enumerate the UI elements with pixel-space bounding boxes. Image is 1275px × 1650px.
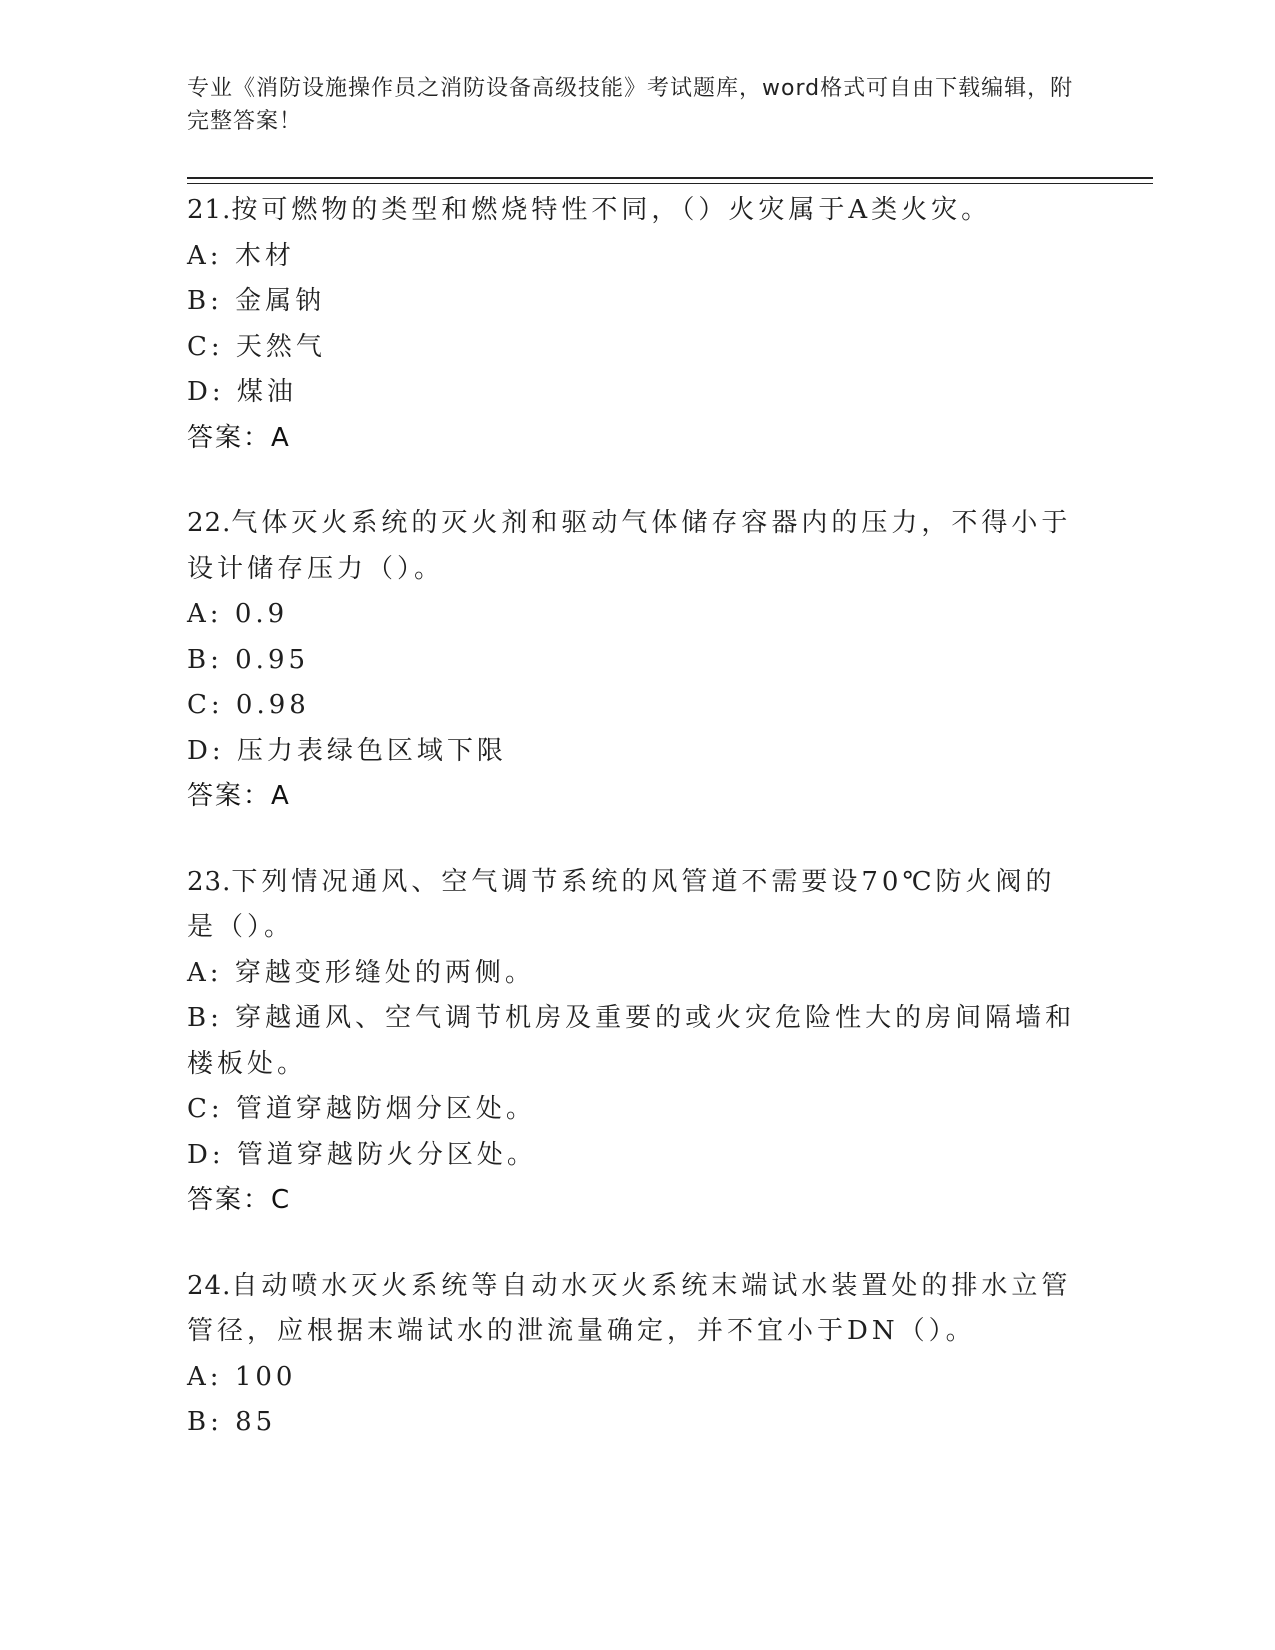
option-text: 煤油 <box>236 377 297 407</box>
question-number: 22. <box>187 508 232 538</box>
answer-value: A <box>271 422 291 453</box>
option-text: 85 <box>235 1407 277 1437</box>
document-header: 专业《消防设施操作员之消防设备高级技能》考试题库，word格式可自由下载编辑，附完整答案！ <box>187 76 1074 134</box>
answer-label: 答案： <box>187 1185 272 1215</box>
option-text: 100 <box>234 1361 297 1392</box>
option-d <box>187 729 1077 775</box>
question-stem <box>187 860 1077 951</box>
option-text: 0.95 <box>235 644 310 675</box>
option-text: 穿越通风、空气调节机房及重要的或火灾危险性大的房间隔墙和楼板处。 <box>187 1003 1076 1079</box>
option-label: A: <box>187 957 223 988</box>
option-label: A: <box>187 240 223 271</box>
question-list <box>187 188 1077 1486</box>
question-text: 自动喷水灭火系统等自动水灭火系统末端试水装置处的排水立管管径，应根据末端试水的泄流量确定，并不宜小于DN（）。 <box>187 1270 1072 1346</box>
question-24 <box>187 1264 1077 1446</box>
question-stem <box>187 188 1077 234</box>
option-text: 天然气 <box>235 331 326 362</box>
question-21 <box>187 188 1077 461</box>
header-divider-thick <box>187 177 1153 179</box>
question-text: 气体灭火系统的灭火剂和驱动气体储存容器内的压力，不得小于设计储存压力（）。 <box>187 508 1072 584</box>
answer-value: A <box>271 781 291 811</box>
option-label: C: <box>187 331 224 362</box>
answer-label: 答案： <box>187 422 272 453</box>
option-b <box>187 996 1077 1087</box>
option-d <box>187 370 1077 416</box>
option-b <box>187 279 1077 325</box>
question-number: 21. <box>187 195 232 225</box>
option-label: C: <box>187 1094 224 1124</box>
option-label: A: <box>187 1361 223 1392</box>
option-a <box>187 234 1077 280</box>
option-b <box>187 638 1077 684</box>
option-c <box>187 683 1077 729</box>
option-label: B: <box>187 644 223 675</box>
option-c <box>187 325 1077 371</box>
question-stem <box>187 501 1077 592</box>
option-label: B: <box>187 286 223 316</box>
question-text: 按可燃物的类型和燃烧特性不同，（）火灾属于A类火灾。 <box>231 195 992 225</box>
option-a <box>187 1355 1077 1401</box>
option-label: B: <box>187 1003 223 1033</box>
option-label: A: <box>187 599 223 629</box>
option-label: D: <box>187 735 225 766</box>
option-b <box>187 1400 1077 1446</box>
option-text: 管道穿越防烟分区处。 <box>235 1094 536 1124</box>
option-label: D: <box>187 377 225 407</box>
option-label: C: <box>187 690 224 720</box>
answer-value: C <box>271 1185 292 1215</box>
option-text: 金属钠 <box>235 286 326 316</box>
question-23 <box>187 860 1077 1224</box>
option-text: 压力表绿色区域下限 <box>236 735 507 766</box>
option-text: 穿越变形缝处的两侧。 <box>234 957 535 988</box>
question-stem <box>187 1264 1077 1355</box>
option-a <box>187 592 1077 638</box>
answer <box>187 1178 1077 1224</box>
option-label: D: <box>187 1139 225 1170</box>
option-text: 0.98 <box>235 690 310 720</box>
option-c <box>187 1087 1077 1133</box>
question-22 <box>187 501 1077 820</box>
answer-label: 答案： <box>187 781 272 811</box>
option-a <box>187 951 1077 997</box>
question-text: 下列情况通风、空气调节系统的风管道不需要设70℃防火阀的是（）。 <box>187 866 1056 942</box>
option-d <box>187 1133 1077 1179</box>
option-label: B: <box>187 1407 223 1437</box>
option-text: 木材 <box>234 240 295 271</box>
option-text: 0.9 <box>234 599 289 629</box>
answer <box>187 774 1077 820</box>
header-divider-thin <box>187 183 1153 184</box>
question-number: 23. <box>187 866 232 897</box>
question-number: 24. <box>187 1270 232 1301</box>
answer <box>187 416 1077 462</box>
option-text: 管道穿越防火分区处。 <box>236 1139 537 1170</box>
